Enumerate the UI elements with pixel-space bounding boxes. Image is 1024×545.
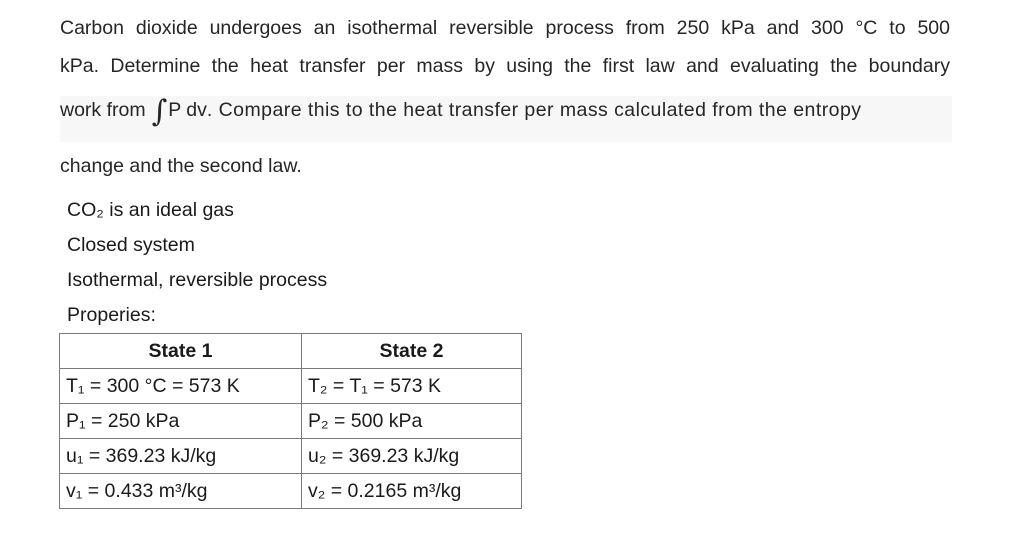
line-3-lead-text: work from (60, 99, 146, 121)
header-state-1: State 1 (60, 334, 302, 369)
properties-label: Properies: (67, 304, 156, 326)
problem-line-1: Carbon dioxide undergoes an isothermal reversible process from 250 kPa and 300 °C to 500 (60, 17, 950, 39)
table-header-row (60, 334, 522, 369)
assumption-ideal-gas: CO₂ is an ideal gas (67, 199, 234, 221)
line-3-tail-text: . Compare this to the heat transfer per mass calculated from the entropy (206, 99, 862, 121)
assumption-closed-system: Closed system (67, 234, 195, 256)
problem-line-3 (60, 94, 950, 129)
state-1-internal-energy: u₁ = 369.23 kJ/kg (60, 439, 302, 474)
state-2-pressure: P₂ = 500 kPa (302, 404, 522, 439)
state-2-internal-energy: u₂ = 369.23 kJ/kg (302, 439, 522, 474)
table-row (60, 369, 522, 404)
state-2-temperature: T₂ = T₁ = 573 K (302, 369, 522, 404)
integrand-text: P dv (168, 99, 207, 121)
problem-line-4: change and the second law. (60, 155, 302, 177)
table-row (60, 404, 522, 439)
integral-symbol: ∫ (151, 94, 168, 129)
state-1-specific-volume: v₁ = 0.433 m³/kg (60, 474, 302, 509)
state-2-specific-volume: v₂ = 0.2165 m³/kg (302, 474, 522, 509)
table-row (60, 474, 522, 509)
table-row (60, 439, 522, 474)
state-1-temperature: T₁ = 300 °C = 573 K (60, 369, 302, 404)
problem-line-2: kPa. Determine the heat transfer per mass by using the first law and evaluating the boundary (60, 55, 950, 77)
header-state-2: State 2 (302, 334, 522, 369)
properties-table (59, 333, 522, 509)
state-1-pressure: P₁ = 250 kPa (60, 404, 302, 439)
assumption-isothermal: Isothermal, reversible process (67, 269, 328, 291)
